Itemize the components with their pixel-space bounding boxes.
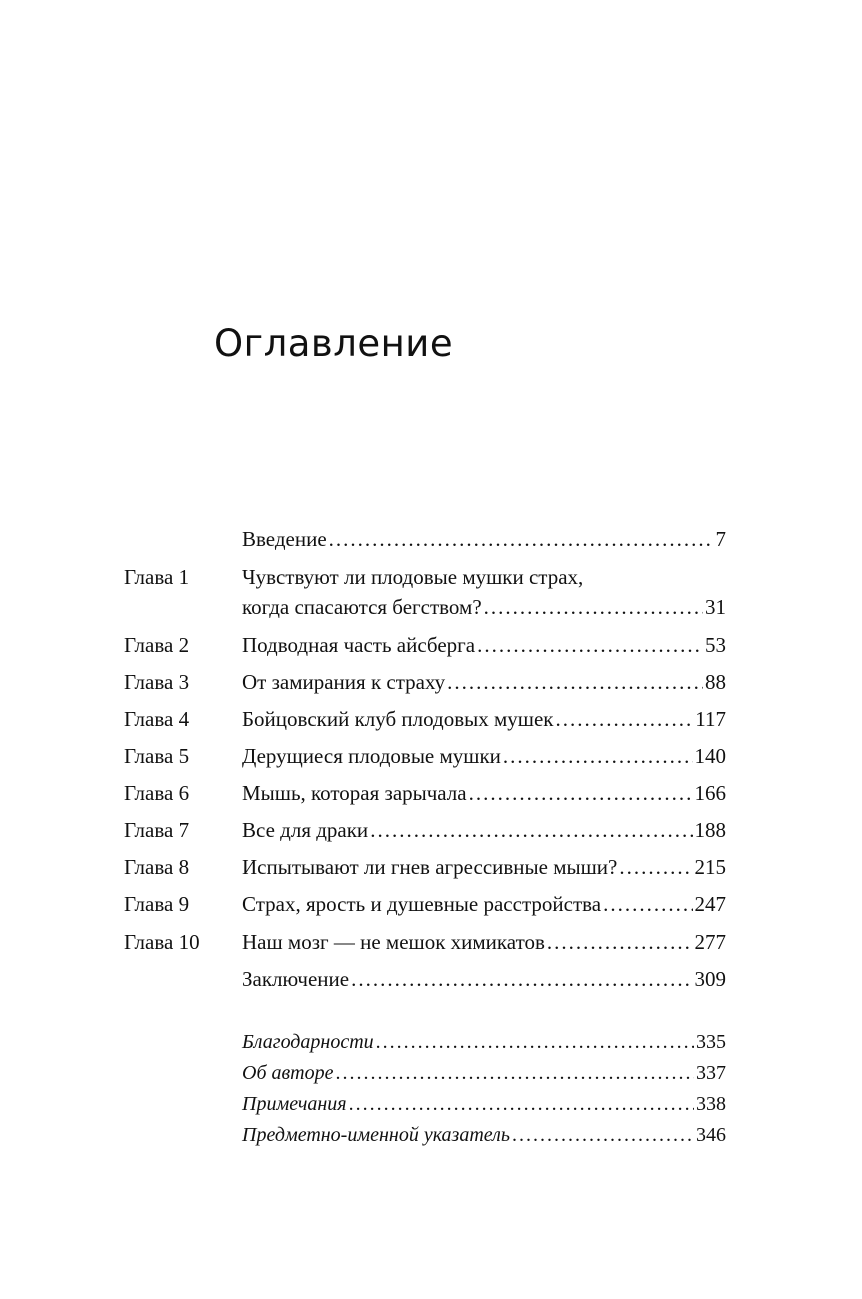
toc-entry-page: 140 xyxy=(694,744,726,768)
dot-leader xyxy=(619,852,692,882)
toc-entry-label: Глава 7 xyxy=(124,818,190,842)
toc-entry-title: Примечания xyxy=(242,1093,347,1115)
toc-entry-page: 188 xyxy=(694,818,726,842)
toc-entry-title: Мышь, которая зарычала xyxy=(242,781,467,805)
dot-leader xyxy=(329,524,714,554)
dot-leader xyxy=(376,1027,694,1057)
toc-entry-title: Наш мозг — не мешок химикатов xyxy=(242,930,545,954)
page-title: Оглавление xyxy=(214,322,454,365)
toc-line xyxy=(242,1027,726,1057)
dot-leader xyxy=(370,815,692,845)
toc-entry-page: 31 xyxy=(705,595,726,619)
toc-line xyxy=(242,778,726,808)
toc-entry-title: Дерущиеся плодовые мушки xyxy=(242,744,501,768)
toc-line xyxy=(242,889,726,919)
toc-entry-page: 166 xyxy=(694,781,726,805)
dot-leader xyxy=(512,1120,694,1150)
toc-entry-title: Бойцовский клуб плодовых мушек xyxy=(242,707,554,731)
toc-line xyxy=(242,1058,726,1088)
toc-entry-label: Глава 8 xyxy=(124,855,190,879)
toc-entry-label: Глава 5 xyxy=(124,744,190,768)
toc-line xyxy=(242,815,726,845)
dot-leader xyxy=(603,889,692,919)
toc-entry-label: Глава 4 xyxy=(124,707,190,731)
toc-line xyxy=(242,704,726,734)
toc-entry-title: От замирания к страху xyxy=(242,670,446,694)
toc-entry-title: Благодарности xyxy=(242,1031,374,1053)
toc-entry-page: 88 xyxy=(705,670,726,694)
dot-leader xyxy=(484,592,703,622)
toc-line xyxy=(242,524,726,554)
toc-line xyxy=(242,1089,726,1119)
toc-line xyxy=(242,667,726,697)
toc-line xyxy=(242,741,726,771)
toc-entry-page: 309 xyxy=(694,967,726,991)
toc-line xyxy=(242,592,726,622)
toc-entry-label: Глава 2 xyxy=(124,633,190,657)
toc-entry-label: Глава 1 xyxy=(124,565,190,589)
dot-leader xyxy=(477,630,703,660)
toc-line xyxy=(242,1120,726,1150)
toc-line xyxy=(242,927,726,957)
toc-entry-page: 346 xyxy=(696,1124,726,1146)
toc-entry-title: Испытывают ли гнев агрессивные мыши? xyxy=(242,855,618,879)
dot-leader xyxy=(447,667,703,697)
toc-entry-title: Об авторе xyxy=(242,1062,334,1084)
toc-entry-title-line1: Чувствуют ли плодовые мушки страх, xyxy=(242,565,584,589)
toc-entry-title: Все для драки xyxy=(242,818,369,842)
dot-leader xyxy=(469,778,693,808)
toc-entry-page: 335 xyxy=(696,1031,726,1053)
toc-entry-page: 53 xyxy=(705,633,726,657)
toc-line xyxy=(242,964,726,994)
toc-entry-page: 277 xyxy=(694,930,726,954)
toc-entry-title: Заключение xyxy=(242,967,350,991)
toc-line xyxy=(242,852,726,882)
toc-entry-label: Глава 6 xyxy=(124,781,190,805)
dot-leader xyxy=(349,1089,694,1119)
toc-entry-title: Подводная часть айсберга xyxy=(242,633,476,657)
toc-entry-page: 338 xyxy=(696,1093,726,1115)
toc-line xyxy=(242,630,726,660)
toc-entry-page: 117 xyxy=(695,707,726,731)
toc-entry-page: 215 xyxy=(694,855,726,879)
toc-entry-page: 247 xyxy=(694,892,726,916)
dot-leader xyxy=(547,927,693,957)
dot-leader xyxy=(351,964,692,994)
toc-entry-title: Предметно-именной указатель xyxy=(242,1124,511,1146)
toc-entry-title: когда спасаются бегством? xyxy=(242,595,482,619)
toc-entry-page: 337 xyxy=(696,1062,726,1084)
toc-entry-page: 7 xyxy=(715,527,726,551)
toc-entry-label: Глава 9 xyxy=(124,892,190,916)
toc-entry-title: Страх, ярость и душевные расстройства xyxy=(242,892,602,916)
dot-leader xyxy=(336,1058,694,1088)
dot-leader xyxy=(503,741,693,771)
toc-entry-label: Глава 10 xyxy=(124,930,200,954)
toc-entry-label: Глава 3 xyxy=(124,670,190,694)
dot-leader xyxy=(555,704,693,734)
toc-entry-title: Введение xyxy=(242,527,327,551)
